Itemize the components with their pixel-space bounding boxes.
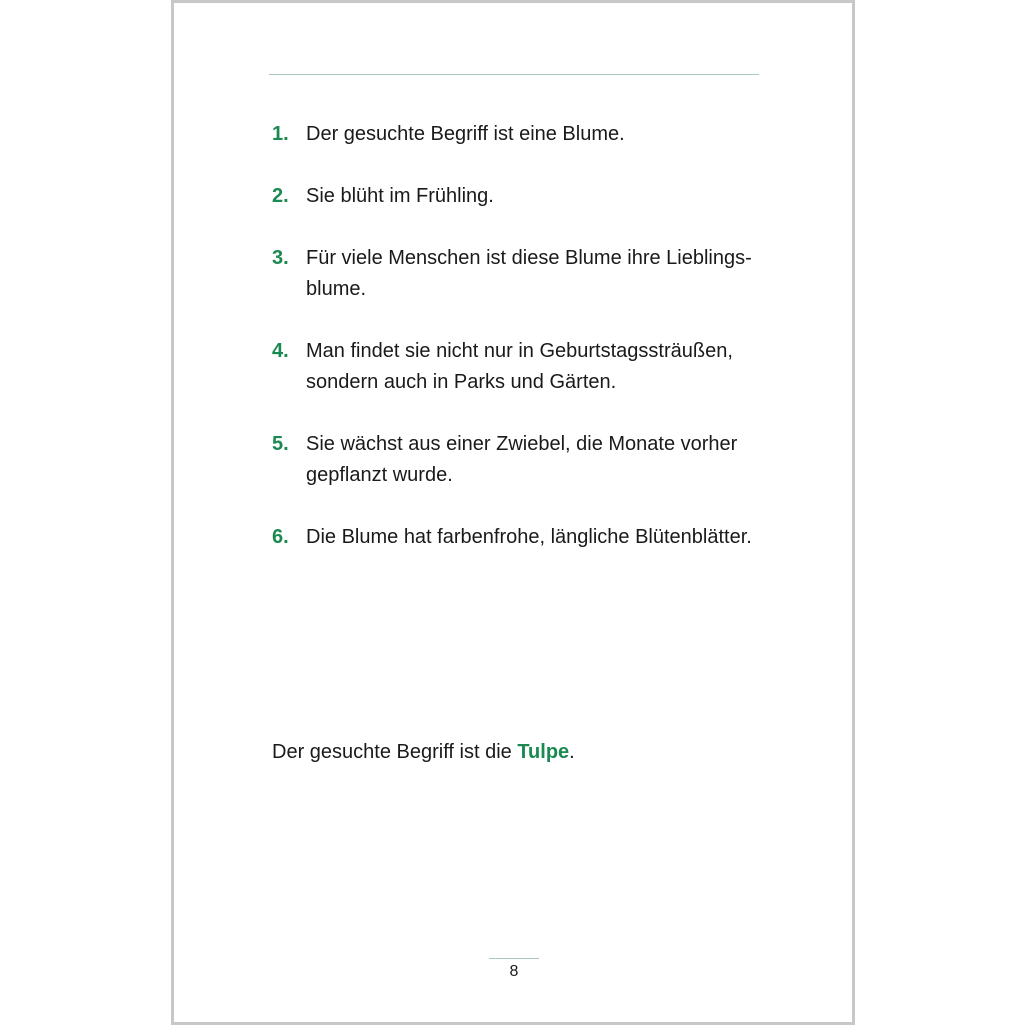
footer-divider <box>489 958 539 959</box>
answer-suffix: . <box>569 741 575 763</box>
clue-list <box>269 119 769 584</box>
clue-item-2 <box>269 181 769 212</box>
clue-item-5 <box>269 429 769 491</box>
clue-number: 3. <box>272 247 289 269</box>
page-number: 8 <box>509 963 519 980</box>
top-divider <box>269 74 759 75</box>
clue-text: Für viele Menschen ist diese Blume ihre Lieblings- blume. <box>306 247 752 300</box>
clue-text: Man findet sie nicht nur in Geburtstagssträußen, sondern auch in Parks und Gärten. <box>306 340 733 393</box>
clue-item-6 <box>269 522 769 553</box>
clue-text: Sie blüht im Frühling. <box>306 185 494 207</box>
clue-text: Sie wächst aus einer Zwiebel, die Monate vorher gepflanzt wurde. <box>306 433 738 486</box>
clue-number: 6. <box>272 526 289 548</box>
book-page <box>171 0 855 1025</box>
clue-number: 1. <box>272 123 289 145</box>
clue-number: 2. <box>272 185 289 207</box>
answer-line <box>272 737 575 768</box>
clue-item-3 <box>269 243 769 305</box>
answer-term: Tulpe <box>517 741 570 763</box>
clue-item-4 <box>269 336 769 398</box>
clue-number: 5. <box>272 433 289 455</box>
clue-item-1 <box>269 119 769 150</box>
clue-text: Die Blume hat farbenfrohe, längliche Blütenblätter. <box>306 526 752 548</box>
clue-number: 4. <box>272 340 289 362</box>
answer-prefix: Der gesuchte Begriff ist die <box>272 741 518 763</box>
clue-text: Der gesuchte Begriff ist eine Blume. <box>306 123 625 145</box>
